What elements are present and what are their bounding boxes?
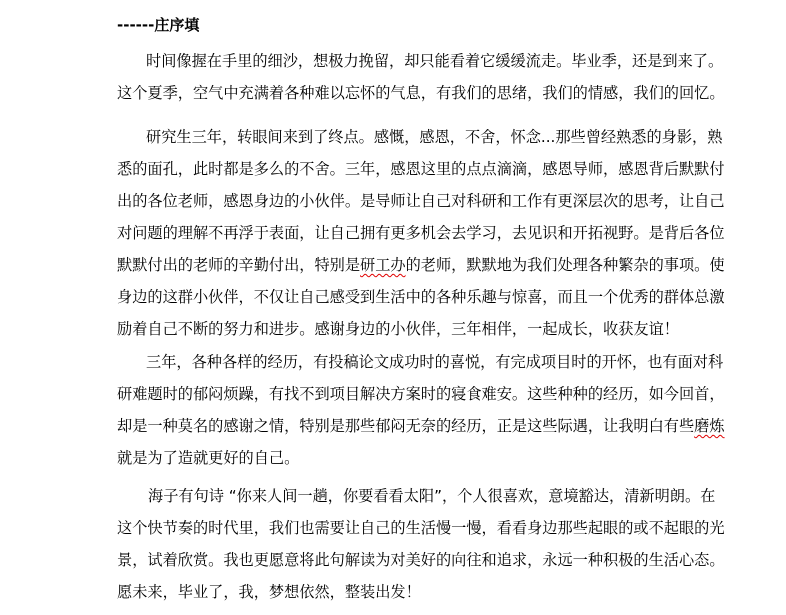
- author-line: ------庄序填: [117, 16, 200, 34]
- paragraph-line: 研难题时的郁闷烦躁，有找不到项目解决方案时的寝食难安。这些种种的经历，如今回首，: [117, 385, 725, 403]
- paragraph-line: 这个夏季，空气中充满着各种难以忘怀的气息，有我们的思绪，我们的情感，我们的回忆。: [117, 84, 725, 102]
- paragraph-4: [117, 480, 725, 608]
- paragraph-3: [117, 346, 725, 474]
- paragraph-line: 研究生三年，转眼间来到了终点。感慨，感恩，不舍，怀念...那些曾经熟悉的身影，熟: [146, 128, 723, 146]
- spellcheck-flagged-word[interactable]: 研工办: [360, 256, 406, 274]
- paragraph-line: 景，试着欣赏。我也更愿意将此句解读为对美好的向往和追求，永远一种积极的生活心态。: [117, 551, 725, 569]
- paragraph-line: 悉的面孔，此时都是多么的不舍。三年，感恩这里的点点滴滴，感恩导师，感恩背后默默付: [117, 160, 725, 178]
- paragraph-line: 身边的这群小伙伴，不仅让自己感受到生活中的各种乐趣与惊喜，而且一个优秀的群体总激: [117, 288, 725, 306]
- text-run: 默默付出的老师的辛勤付出，特别是: [117, 256, 360, 274]
- paragraph-line: 这个快节奏的时代里，我们也需要让自己的生活慢一慢，看看身边那些起眼的或不起眼的光: [117, 519, 725, 537]
- spellcheck-flagged-word[interactable]: 磨炼: [694, 417, 725, 435]
- paragraph-line: 三年，各种各样的经历，有投稿论文成功时的喜悦，有完成项目时的开怀，也有面对科: [146, 353, 724, 371]
- paragraph-line: 对问题的理解不再浮于表面，让自己拥有更多机会去学习，去见识和开拓视野。是背后各位: [117, 224, 725, 242]
- paragraph-line: 海子有句诗 “你来人间一趟，你要看看太阳”，个人很喜欢，意境豁达，清新明朗。在: [148, 487, 716, 505]
- paragraph-line-with-spellcheck: [117, 249, 725, 281]
- paragraph-line-with-spellcheck: [117, 410, 725, 442]
- paragraph-2: [117, 121, 725, 345]
- paragraph-line: 出的各位老师，感恩身边的小伙伴。是导师让自己对科研和工作有更深层次的思考，让自己: [117, 192, 725, 210]
- paragraph-line: 愿未来，毕业了，我，梦想依然，整装出发！: [117, 583, 421, 601]
- paragraph-line: 时间像握在手里的细沙，想极力挽留，却只能看着它缓缓流走。毕业季，还是到来了。: [146, 52, 724, 70]
- text-run: 的老师，默默地为我们处理各种繁杂的事项。使: [405, 256, 725, 274]
- paragraph-1: [117, 45, 725, 109]
- paragraph-line: 就是为了造就更好的自己。: [117, 449, 300, 467]
- paragraph-line: 励着自己不断的努力和进步。感谢身边的小伙伴，三年相伴，一起成长，收获友谊！: [117, 320, 679, 338]
- text-run: 却是一种莫名的感谢之情，特别是那些郁闷无奈的经历，正是这些际遇，让我明白有些: [117, 417, 695, 435]
